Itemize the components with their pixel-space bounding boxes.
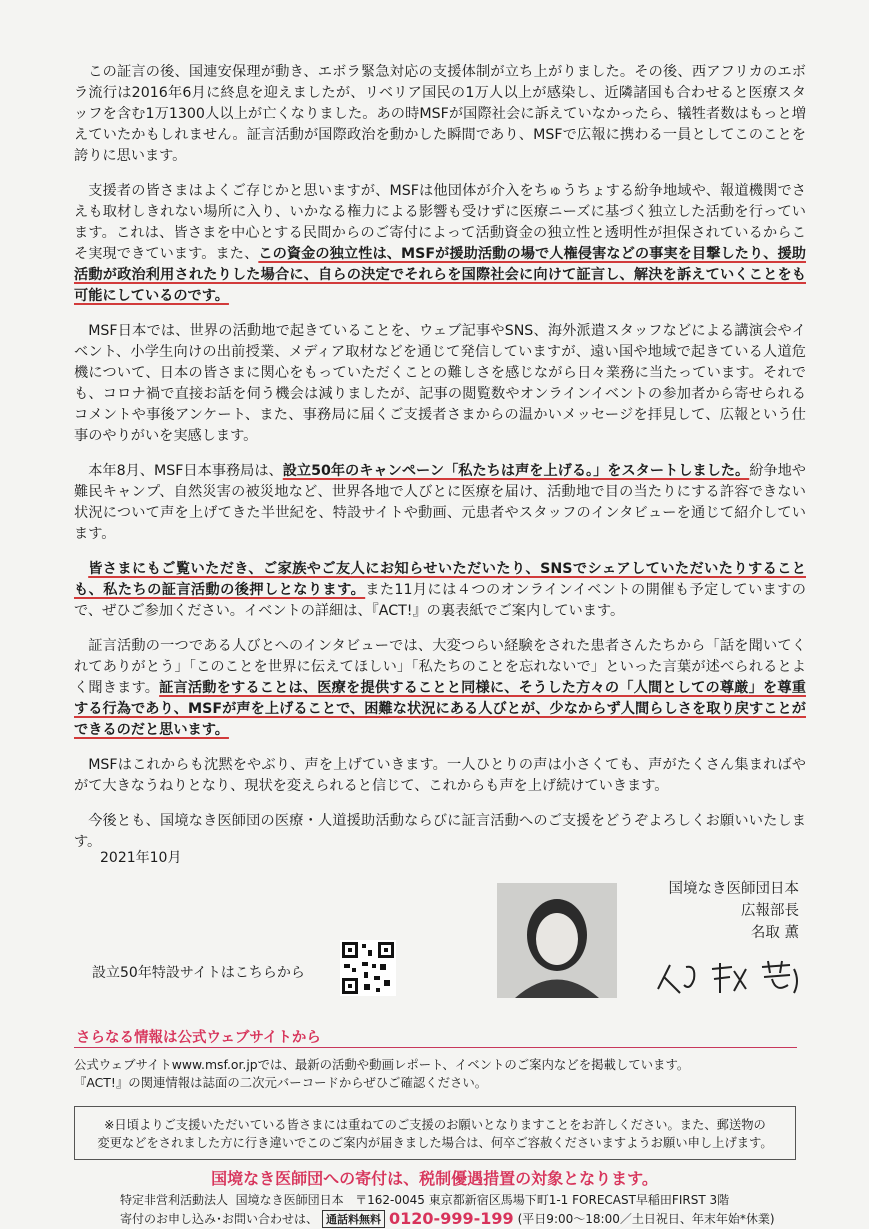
paragraph-8 — [74, 811, 806, 853]
paragraph-5 — [74, 559, 806, 622]
footer-contact — [120, 1209, 775, 1228]
letter-body — [74, 62, 806, 867]
paragraph-2 — [74, 181, 806, 307]
tax-notice: 国境なき医師団への寄付は、税制優遇措置の対象となります。 — [211, 1169, 658, 1188]
more-info-heading: さらなる情報は公式ウェブサイトから — [76, 1030, 321, 1046]
paragraph-1 — [74, 62, 806, 167]
paragraph-5-underlined: 皆さまにもご覧いただき、ご家族やご友人にお知らせいただいたり、SNSでシェアしていただいたりすることも、私たちの証言活動の後押しとなります。 — [74, 561, 806, 598]
paragraph-4-text: 本年8月、MSF日本事務局は、 — [88, 463, 283, 479]
contact-hours: (平日9:00～18:00／土日祝日、年末年始*休業) — [517, 1212, 775, 1226]
paragraph-5-rest: また11月には４つのオンラインイベントの開催も予定していますので、ぜひご参加ください。イベントの詳細は、『ACT!』の裏表紙でご案内しています。 — [74, 582, 806, 619]
web-info-line-2: 『ACT!』の関連情報は誌面の二次元バーコードからぜひご確認ください。 — [74, 1075, 488, 1090]
web-info-line-1: 公式ウェブサイトwww.msf.or.jpでは、最新の活動や動画レポート、イベントのご案内などを掲載しています。 — [74, 1057, 690, 1072]
handwritten-signature-icon — [650, 955, 820, 1000]
qr-label: 設立50年特設サイトはこちらから — [92, 965, 305, 981]
paragraph-7 — [74, 755, 806, 797]
signature-org: 国境なき医師団日本 — [668, 881, 799, 897]
paragraph-6 — [74, 636, 806, 741]
qr-code-icon[interactable] — [340, 940, 396, 996]
contact-label: 寄付のお申し込み･お問い合わせは、 — [120, 1212, 319, 1226]
author-photo — [497, 883, 617, 998]
toll-free-badge: 通話料無料 — [322, 1210, 385, 1228]
paragraph-2-text: 支援者の皆さまはよくご存じかと思いますが、MSFは他団体が介入をちゅうちょする紛争地域や、報道機関でさえも取材しきれない場所に入り、いかなる権力による影響も受けずに医療ニーズに基づく独立した活動を行っています。これは、皆さまを中心とする民間からのご寄付によって活動資金の独立性と透明性が担保されているからこそ実現できています。また、 — [74, 183, 806, 262]
paragraph-4 — [74, 461, 806, 545]
paragraph-7-text: MSFはこれからも沈黙をやぶり、声を上げていきます。一人ひとりの声は小さくても、声がたくさん集まればやがて大きなうねりとなり、現状を変えられると信じて、これからも声を上げ続けていきます。 — [74, 757, 806, 794]
paragraph-6-underlined: 証言活動をすることは、医療を提供することと同様に、そうした方々の「人間としての尊厳」を尊重する行為であり、MSFが声を上げることで、困難な状況にある人びとが、少なからず人間らしさを取り戻すことができるのだと思います。 — [74, 680, 806, 738]
signature-block — [669, 878, 800, 944]
signature-dept: 広報部長 — [741, 903, 799, 919]
paragraph-1-text: この証言の後、国連安保理が動き、エボラ緊急対応の支援体制が立ち上がりました。その後、西アフリカのエボラ流行は2016年6月に終息を迎えましたが、リベリア国民の1万人以上が感染し、近隣諸国も合わせると医療スタッフを含む1万1300人以上が亡くなりました。あの時MSFが国際社会に訴えていなかったら、犠牲者数はもっと増えていたかもしれません。証言活動が国際政治を動かした瞬間であり、MSFで広報に携わる一員としてこのことを誇りに思います。 — [74, 64, 806, 164]
notice-line-2: 変更などをされました方に行き違いでこのご案内が届きました場合は、何卒ご容赦くださいますようお願い申し上げます。 — [97, 1136, 773, 1150]
web-info — [74, 1056, 798, 1092]
paragraph-8-text: 今後とも、国境なき医師団の医療・人道援助活動ならびに証言活動へのご支援をどうぞよろしくお願いいたします。 — [74, 813, 806, 850]
letter-date: 2021年10月 — [100, 850, 182, 866]
paragraph-3 — [74, 321, 806, 447]
signature-name: 名取 薫 — [750, 925, 799, 941]
heading-divider — [74, 1047, 797, 1048]
footer-org — [120, 1191, 729, 1208]
paragraph-3-text: MSF日本では、世界の活動地で起きていることを、ウェブ記事やSNS、海外派遣スタッフなどによる講演会やイベント、小学生向けの出前授業、メディア取材などを通じて発信していますが、遠い国や地域で起きている人道危機について、日本の皆さまに関心をもっていただくことの難しさを感じながら日々業務に当たっています。それでも、コロナ禍で直接お話を伺う機会は減りましたが、記事の閲覧数やオンラインイベントの参加者から寄せられるコメントや事後アンケート、また、事務局に届くご支援者さまからの温かいメッセージを拝見して、広報という仕事のやりがいを実感します。 — [74, 323, 806, 444]
org-prefix: 特定非営利活動法人 — [120, 1193, 229, 1207]
paragraph-4-rest: 紛争地や難民キャンプ、自然災害の被災地など、世界各地で人びとに医療を届け、活動地で目の当たりにする許容できない状況について声を上げてきた半世紀を、特設サイトや動画、元患者やスタッフのインタビューを通じて紹介しています。 — [74, 463, 806, 542]
paragraph-6-text: 証言活動の一つである人びとへのインタビューでは、大変つらい経験をされた患者さんたちから「話を聞いてくれてありがとう」「このことを世界に伝えてほしい」「私たちのことを忘れないで」といった言葉が述べられるとよく聞きます。 — [74, 638, 806, 696]
author-portrait-icon — [497, 883, 617, 998]
paragraph-4-underlined: 設立50年のキャンペーン「私たちは声を上げる。」をスタートしました。 — [282, 463, 750, 479]
phone-number[interactable]: 0120-999-199 — [389, 1209, 514, 1228]
notice-box — [74, 1106, 796, 1160]
org-address: 〒162-0045 東京都新宿区馬場下町1-1 FORECAST早稲田FIRST 3階 — [355, 1193, 730, 1207]
notice-line-1: ※日頃よりご支援いただいている皆さまには重ねてのご支援のお願いとなりますことをお許しください。また、郵送物の — [104, 1118, 766, 1132]
org-name: 国境なき医師団日本 — [235, 1193, 344, 1207]
paragraph-2-underlined: この資金の独立性は、MSFが援助活動の場で人権侵害などの事実を目撃したり、援助活動が政治利用されたりした場合に、自らの決定でそれらを国際社会に向けて証言し、解決を訴えていくことをも可能にしているのです。 — [74, 246, 806, 304]
